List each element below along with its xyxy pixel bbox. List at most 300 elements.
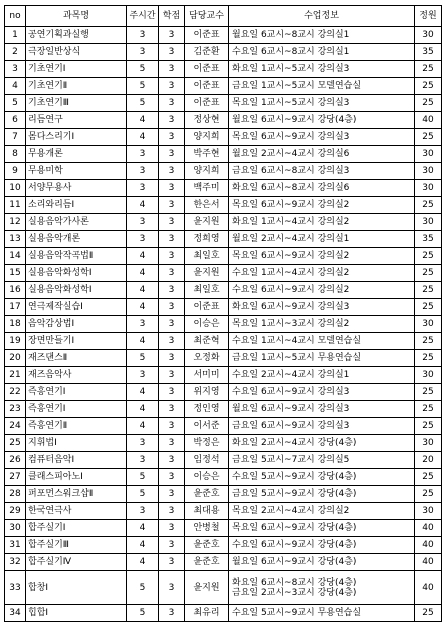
row-weekly-hours: 5 <box>127 605 159 622</box>
row-course-name: 실용음악개론 <box>26 231 127 248</box>
row-professor: 안병철 <box>185 520 229 537</box>
row-course-name: 몸다스리기Ⅰ <box>26 129 127 146</box>
row-class-info <box>229 44 415 61</box>
row-credits: 3 <box>159 435 185 452</box>
table-row <box>5 163 442 180</box>
row-professor: 임정석 <box>185 452 229 469</box>
class-info-line: 금요일 1교시~5교시 모델연습실 <box>232 81 362 91</box>
header-professor: 담당교수 <box>185 6 229 27</box>
class-info-line: 월요일 2교시~4교시 강의실6 <box>232 149 350 159</box>
row-class-info <box>229 435 415 452</box>
row-no: 3 <box>5 61 26 78</box>
row-class-info <box>229 78 415 95</box>
row-credits: 3 <box>159 520 185 537</box>
row-professor: 윤지원 <box>185 265 229 282</box>
row-credits: 3 <box>159 401 185 418</box>
row-class-info <box>229 214 415 231</box>
row-no: 17 <box>5 299 26 316</box>
row-professor: 최대용 <box>185 503 229 520</box>
class-info-line: 수요일 6교시~9교시 강당(4층) <box>232 540 357 550</box>
row-no: 19 <box>5 333 26 350</box>
row-course-name: 소리와리듬Ⅰ <box>26 197 127 214</box>
row-course-name: 기초연기Ⅰ <box>26 61 127 78</box>
row-class-info <box>229 180 415 197</box>
row-capacity: 30 <box>415 367 442 384</box>
row-no: 5 <box>5 95 26 112</box>
row-weekly-hours: 4 <box>127 248 159 265</box>
row-class-info <box>229 503 415 520</box>
row-capacity: 25 <box>415 78 442 95</box>
table-row <box>5 78 442 95</box>
row-weekly-hours: 3 <box>127 44 159 61</box>
row-professor: 박주현 <box>185 146 229 163</box>
row-course-name: 공연기획과실행 <box>26 27 127 44</box>
row-course-name: 합주실기Ⅰ <box>26 520 127 537</box>
row-course-name: 장면만들기Ⅰ <box>26 333 127 350</box>
row-class-info <box>229 469 415 486</box>
table-row <box>5 129 442 146</box>
header-class-info: 수업정보 <box>229 6 415 27</box>
row-class-info <box>229 95 415 112</box>
row-class-info <box>229 350 415 367</box>
class-info-line: 월요일 6교시~9교시 강당(4층) <box>232 115 357 125</box>
row-course-name: 즉흥연기Ⅰ <box>26 384 127 401</box>
row-no: 2 <box>5 44 26 61</box>
row-weekly-hours: 4 <box>127 520 159 537</box>
row-professor: 박정은 <box>185 435 229 452</box>
row-credits: 3 <box>159 146 185 163</box>
header-course-name: 과목명 <box>26 6 127 27</box>
row-capacity: 25 <box>415 282 442 299</box>
class-info-line: 수요일 6교시~9교시 강의실2 <box>232 285 350 295</box>
row-credits: 3 <box>159 486 185 503</box>
row-capacity: 25 <box>415 299 442 316</box>
row-course-name: 퍼포먼스워크샵Ⅱ <box>26 486 127 503</box>
row-credits: 3 <box>159 61 185 78</box>
row-professor: 윤준호 <box>185 537 229 554</box>
row-weekly-hours: 4 <box>127 554 159 571</box>
table-row <box>5 214 442 231</box>
row-class-info <box>229 299 415 316</box>
table-row <box>5 265 442 282</box>
table-row <box>5 401 442 418</box>
row-no: 22 <box>5 384 26 401</box>
row-course-name: 서양무용사 <box>26 180 127 197</box>
row-credits: 3 <box>159 452 185 469</box>
row-credits: 3 <box>159 95 185 112</box>
row-professor: 이준표 <box>185 61 229 78</box>
row-course-name: 재즈댄스Ⅱ <box>26 350 127 367</box>
row-no: 13 <box>5 231 26 248</box>
row-capacity: 25 <box>415 95 442 112</box>
row-weekly-hours: 3 <box>127 27 159 44</box>
table-row <box>5 350 442 367</box>
row-weekly-hours: 5 <box>127 469 159 486</box>
row-capacity: 30 <box>415 146 442 163</box>
table-row <box>5 537 442 554</box>
row-professor: 이준표 <box>185 78 229 95</box>
table-row <box>5 231 442 248</box>
row-professor: 이준표 <box>185 299 229 316</box>
row-course-name: 재즈음악사 <box>26 367 127 384</box>
header-credits: 학점 <box>159 6 185 27</box>
row-course-name: 리듬연구 <box>26 112 127 129</box>
table-row <box>5 282 442 299</box>
row-no: 16 <box>5 282 26 299</box>
class-info-line: 수요일 5교시~9교시 강당(4층) <box>232 472 357 482</box>
row-no: 32 <box>5 554 26 571</box>
class-info-line: 목요일 6교시~9교시 강의실3 <box>232 132 350 142</box>
row-course-name: 기초연기Ⅱ <box>26 78 127 95</box>
row-no: 14 <box>5 248 26 265</box>
row-capacity: 30 <box>415 316 442 333</box>
row-credits: 3 <box>159 537 185 554</box>
table-row <box>5 95 442 112</box>
class-info-line: 수요일 2교시~4교시 강의실1 <box>232 370 350 380</box>
row-capacity: 25 <box>415 605 442 622</box>
table-row <box>5 486 442 503</box>
row-credits: 3 <box>159 384 185 401</box>
row-professor: 정희영 <box>185 231 229 248</box>
row-professor: 정상현 <box>185 112 229 129</box>
header-weekly-hours: 주시간 <box>127 6 159 27</box>
row-class-info <box>229 520 415 537</box>
row-course-name: 합창Ⅰ <box>26 571 127 605</box>
table-row <box>5 452 442 469</box>
row-weekly-hours: 3 <box>127 163 159 180</box>
class-info-line: 금요일 6교시~8교시 강의실3 <box>232 166 350 176</box>
row-professor: 윤준호 <box>185 486 229 503</box>
table-row <box>5 299 442 316</box>
row-no: 21 <box>5 367 26 384</box>
row-capacity: 40 <box>415 537 442 554</box>
row-capacity: 40 <box>415 571 442 605</box>
row-credits: 3 <box>159 112 185 129</box>
row-weekly-hours: 3 <box>127 503 159 520</box>
row-professor: 양지희 <box>185 163 229 180</box>
row-course-name: 실용음악가사론 <box>26 214 127 231</box>
row-credits: 3 <box>159 129 185 146</box>
row-course-name: 합주실기Ⅲ <box>26 537 127 554</box>
row-weekly-hours: 4 <box>127 265 159 282</box>
header-no: no <box>5 6 26 27</box>
table-row <box>5 146 442 163</box>
row-no: 31 <box>5 537 26 554</box>
row-professor: 최일호 <box>185 282 229 299</box>
row-professor: 최준혁 <box>185 333 229 350</box>
row-course-name: 무용미학 <box>26 163 127 180</box>
table-row <box>5 503 442 520</box>
row-class-info <box>229 146 415 163</box>
row-weekly-hours: 3 <box>127 214 159 231</box>
row-credits: 3 <box>159 554 185 571</box>
row-course-name: 극장일반상식 <box>26 44 127 61</box>
row-class-info <box>229 197 415 214</box>
row-course-name: 기초연기Ⅲ <box>26 95 127 112</box>
row-no: 26 <box>5 452 26 469</box>
row-professor: 윤지원 <box>185 571 229 605</box>
row-capacity: 30 <box>415 435 442 452</box>
class-info-line: 수요일 6교시~9교시 강의실3 <box>232 387 350 397</box>
class-info-line: 화요일 6교시~9교시 강의실3 <box>232 302 350 312</box>
row-course-name: 실용음악작곡법Ⅱ <box>26 248 127 265</box>
row-professor: 서미미 <box>185 367 229 384</box>
row-no: 1 <box>5 27 26 44</box>
row-capacity: 25 <box>415 486 442 503</box>
row-class-info <box>229 61 415 78</box>
row-course-name: 즉흥연기Ⅱ <box>26 418 127 435</box>
row-course-name: 지휘법Ⅰ <box>26 435 127 452</box>
row-weekly-hours: 3 <box>127 435 159 452</box>
row-professor: 윤지원 <box>185 214 229 231</box>
row-class-info <box>229 333 415 350</box>
row-credits: 3 <box>159 469 185 486</box>
row-course-name: 힙합Ⅰ <box>26 605 127 622</box>
row-weekly-hours: 3 <box>127 367 159 384</box>
row-class-info <box>229 452 415 469</box>
row-professor: 윤준호 <box>185 554 229 571</box>
row-credits: 3 <box>159 214 185 231</box>
table-row <box>5 554 442 571</box>
row-capacity: 35 <box>415 44 442 61</box>
row-capacity: 40 <box>415 112 442 129</box>
row-capacity: 25 <box>415 61 442 78</box>
row-capacity: 25 <box>415 401 442 418</box>
class-info-line: 목요일 1교시~3교시 강의실2 <box>232 319 350 329</box>
class-info-line: 수요일 6교시~8교시 강의실1 <box>232 47 350 57</box>
row-no: 28 <box>5 486 26 503</box>
row-professor: 이서준 <box>185 418 229 435</box>
row-weekly-hours: 5 <box>127 486 159 503</box>
table-row <box>5 112 442 129</box>
row-professor: 최유리 <box>185 605 229 622</box>
row-class-info <box>229 231 415 248</box>
row-weekly-hours: 5 <box>127 350 159 367</box>
row-class-info <box>229 571 415 605</box>
row-no: 29 <box>5 503 26 520</box>
row-no: 23 <box>5 401 26 418</box>
row-no: 18 <box>5 316 26 333</box>
row-credits: 3 <box>159 350 185 367</box>
table-row <box>5 418 442 435</box>
row-credits: 3 <box>159 27 185 44</box>
row-class-info <box>229 537 415 554</box>
row-no: 24 <box>5 418 26 435</box>
row-weekly-hours: 5 <box>127 571 159 605</box>
row-professor: 이준표 <box>185 27 229 44</box>
table-row <box>5 180 442 197</box>
row-course-name: 즉흥연기Ⅰ <box>26 401 127 418</box>
row-credits: 3 <box>159 316 185 333</box>
row-capacity: 25 <box>415 265 442 282</box>
row-weekly-hours: 4 <box>127 299 159 316</box>
class-info-line: 목요일 6교시~9교시 강의실2 <box>232 200 350 210</box>
row-weekly-hours: 5 <box>127 61 159 78</box>
row-professor: 백주미 <box>185 180 229 197</box>
row-capacity: 30 <box>415 503 442 520</box>
class-info-line: 목요일 6교시~9교시 강당(4층) <box>232 523 357 533</box>
row-class-info <box>229 384 415 401</box>
row-professor: 위지영 <box>185 384 229 401</box>
row-course-name: 컴퓨터음악Ⅰ <box>26 452 127 469</box>
row-weekly-hours: 4 <box>127 129 159 146</box>
row-course-name: 합주실기Ⅳ <box>26 554 127 571</box>
row-weekly-hours: 4 <box>127 197 159 214</box>
row-weekly-hours: 4 <box>127 401 159 418</box>
row-course-name: 무용개론 <box>26 146 127 163</box>
table-row <box>5 316 442 333</box>
row-capacity: 25 <box>415 469 442 486</box>
class-info-line: 수요일 1교시~4교시 강의실2 <box>232 268 350 278</box>
class-info-line: 금요일 5교시~9교시 강당(4층) <box>232 489 357 499</box>
table-row <box>5 367 442 384</box>
row-credits: 3 <box>159 265 185 282</box>
row-capacity: 25 <box>415 350 442 367</box>
row-no: 11 <box>5 197 26 214</box>
row-no: 6 <box>5 112 26 129</box>
row-credits: 3 <box>159 418 185 435</box>
table-row <box>5 248 442 265</box>
row-capacity: 20 <box>415 452 442 469</box>
row-credits: 3 <box>159 180 185 197</box>
row-course-name: 클래스피아노Ⅰ <box>26 469 127 486</box>
class-info-line: 월요일 6교시~8교시 강의실1 <box>232 30 350 40</box>
row-class-info <box>229 401 415 418</box>
class-info-line: 금요일 6교시~9교시 강의실3 <box>232 421 350 431</box>
table-row <box>5 605 442 622</box>
row-professor: 오정화 <box>185 350 229 367</box>
row-capacity: 25 <box>415 129 442 146</box>
row-weekly-hours: 3 <box>127 231 159 248</box>
row-credits: 3 <box>159 231 185 248</box>
row-capacity: 25 <box>415 418 442 435</box>
row-capacity: 35 <box>415 231 442 248</box>
row-no: 7 <box>5 129 26 146</box>
row-weekly-hours: 3 <box>127 316 159 333</box>
row-capacity: 25 <box>415 248 442 265</box>
row-credits: 3 <box>159 44 185 61</box>
row-class-info <box>229 248 415 265</box>
row-class-info <box>229 129 415 146</box>
row-credits: 3 <box>159 299 185 316</box>
row-class-info <box>229 486 415 503</box>
row-class-info <box>229 605 415 622</box>
row-no: 27 <box>5 469 26 486</box>
row-class-info <box>229 316 415 333</box>
row-class-info <box>229 282 415 299</box>
table-row <box>5 44 442 61</box>
row-weekly-hours: 4 <box>127 333 159 350</box>
class-info-line: 금요일 5교시~7교시 강의실5 <box>232 455 350 465</box>
row-no: 20 <box>5 350 26 367</box>
row-capacity: 30 <box>415 180 442 197</box>
row-course-name: 실용음악화성학Ⅰ <box>26 282 127 299</box>
row-capacity: 25 <box>415 384 442 401</box>
row-weekly-hours: 3 <box>127 452 159 469</box>
table-row <box>5 197 442 214</box>
class-info-line: 월요일 6교시~9교시 강당(4층) <box>232 557 357 567</box>
row-no: 15 <box>5 265 26 282</box>
row-professor: 한은서 <box>185 197 229 214</box>
row-professor: 김준환 <box>185 44 229 61</box>
row-class-info <box>229 554 415 571</box>
row-professor: 이승은 <box>185 469 229 486</box>
row-weekly-hours: 5 <box>127 95 159 112</box>
row-no: 30 <box>5 520 26 537</box>
row-capacity: 30 <box>415 27 442 44</box>
row-credits: 3 <box>159 503 185 520</box>
row-capacity: 40 <box>415 554 442 571</box>
table-row <box>5 27 442 44</box>
class-info-line: 수요일 1교시~4교시 모델연습실 <box>232 336 362 346</box>
table-row <box>5 435 442 452</box>
row-class-info <box>229 112 415 129</box>
row-professor: 최일호 <box>185 248 229 265</box>
row-credits: 3 <box>159 605 185 622</box>
row-no: 9 <box>5 163 26 180</box>
row-no: 8 <box>5 146 26 163</box>
row-class-info <box>229 163 415 180</box>
class-info-line: 월요일 6교시~9교시 강의실3 <box>232 404 350 414</box>
row-weekly-hours: 4 <box>127 537 159 554</box>
row-no: 34 <box>5 605 26 622</box>
row-professor: 양지희 <box>185 129 229 146</box>
row-no: 4 <box>5 78 26 95</box>
row-capacity: 30 <box>415 163 442 180</box>
class-info-line: 화요일 1교시~5교시 강의실3 <box>232 64 350 74</box>
row-credits: 3 <box>159 197 185 214</box>
table-row <box>5 571 442 605</box>
row-professor: 이승은 <box>185 316 229 333</box>
header-row <box>5 6 442 27</box>
row-weekly-hours: 4 <box>127 418 159 435</box>
row-capacity: 30 <box>415 214 442 231</box>
row-weekly-hours: 5 <box>127 78 159 95</box>
row-credits: 3 <box>159 163 185 180</box>
course-table <box>4 5 442 622</box>
row-course-name: 음악감상법Ⅰ <box>26 316 127 333</box>
row-course-name: 실용음악화성학Ⅰ <box>26 265 127 282</box>
class-info-line: 목요일 6교시~9교시 강의실2 <box>232 251 350 261</box>
row-capacity: 25 <box>415 197 442 214</box>
table-row <box>5 469 442 486</box>
row-weekly-hours: 4 <box>127 384 159 401</box>
row-credits: 3 <box>159 282 185 299</box>
class-info-line: 화요일 6교시~8교시 강의실6 <box>232 183 350 193</box>
table-row <box>5 384 442 401</box>
row-class-info <box>229 265 415 282</box>
row-capacity: 25 <box>415 333 442 350</box>
class-info-line: 목요일 1교시~5교시 강의실3 <box>232 98 350 108</box>
class-info-line: 수요일 5교시~9교시 무용연습실 <box>232 608 362 618</box>
row-class-info <box>229 27 415 44</box>
row-credits: 3 <box>159 367 185 384</box>
row-credits: 3 <box>159 571 185 605</box>
row-professor: 정인영 <box>185 401 229 418</box>
row-no: 33 <box>5 571 26 605</box>
row-class-info <box>229 367 415 384</box>
row-no: 25 <box>5 435 26 452</box>
table-row <box>5 520 442 537</box>
row-class-info <box>229 418 415 435</box>
class-info-line: 금요일 1교시~5교시 무용연습실 <box>232 353 362 363</box>
row-no: 12 <box>5 214 26 231</box>
row-weekly-hours: 3 <box>127 180 159 197</box>
row-credits: 3 <box>159 333 185 350</box>
row-capacity: 40 <box>415 520 442 537</box>
row-course-name: 연극제작실습Ⅰ <box>26 299 127 316</box>
row-credits: 3 <box>159 248 185 265</box>
